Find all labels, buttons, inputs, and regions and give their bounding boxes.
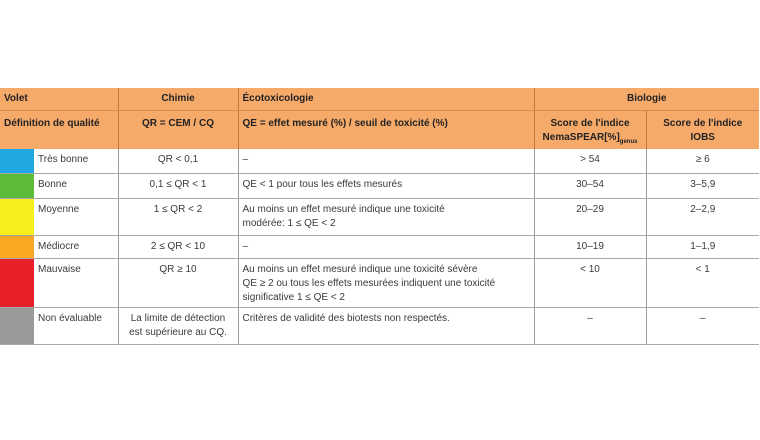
header-ecotox: Écotoxicologie: [238, 88, 534, 111]
table-row: [0, 308, 759, 345]
row-label: Moyenne: [34, 199, 118, 236]
row-chimie: [118, 308, 238, 345]
row-label: Très bonne: [34, 149, 118, 174]
iobs-line2: IOBS: [690, 132, 715, 143]
color-swatch-moyenne: [0, 199, 34, 236]
row-nema: 30–54: [534, 174, 646, 199]
header-qe: QE = effet mesuré (%) / seuil de toxicité (%): [238, 111, 534, 150]
row-chimie: 2 ≤ QR < 10: [118, 236, 238, 259]
quality-definition-table: [0, 88, 759, 345]
row-label: Bonne: [34, 174, 118, 199]
header-iobs: [646, 111, 759, 150]
header-row-definition: [0, 111, 759, 150]
chimie-line: est supérieure au CQ.: [129, 327, 227, 338]
table-row: [0, 174, 759, 199]
row-ecotox: [238, 199, 534, 236]
nema-line2: NemaSPEAR[%]: [542, 132, 620, 143]
row-iobs: < 1: [646, 259, 759, 308]
color-swatch-tres-bonne: [0, 149, 34, 174]
row-nema: 10–19: [534, 236, 646, 259]
row-iobs: –: [646, 308, 759, 345]
row-ecotox: Critères de validité des biotests non respectés.: [238, 308, 534, 345]
ecotox-line: significative 1 ≤ QE < 2: [242, 292, 345, 303]
ecotox-line: modérée: 1 ≤ QE < 2: [242, 218, 336, 229]
row-iobs: ≥ 6: [646, 149, 759, 174]
ecotox-line: QE ≥ 2 ou tous les effets mesurées indiquent une toxicité: [242, 278, 496, 289]
header-chimie: Chimie: [118, 88, 238, 111]
row-label: Non évaluable: [34, 308, 118, 345]
nema-line1: Score de l'indice: [550, 118, 630, 129]
chimie-line: La limite de détection: [130, 313, 226, 324]
row-nema: > 54: [534, 149, 646, 174]
nema-subscript: genus: [619, 139, 638, 145]
ecotox-line: Au moins un effet mesuré indique une toxicité: [242, 204, 445, 215]
row-label: Médiocre: [34, 236, 118, 259]
row-chimie: QR < 0,1: [118, 149, 238, 174]
header-nemaspear: [534, 111, 646, 150]
row-ecotox: –: [238, 149, 534, 174]
row-nema: < 10: [534, 259, 646, 308]
table-row: [0, 149, 759, 174]
color-swatch-non-evaluable: [0, 308, 34, 345]
row-iobs: 1–1,9: [646, 236, 759, 259]
row-nema: 20–29: [534, 199, 646, 236]
row-nema: –: [534, 308, 646, 345]
color-swatch-mauvaise: [0, 259, 34, 308]
table-row: [0, 259, 759, 308]
row-iobs: 2–2,9: [646, 199, 759, 236]
color-swatch-bonne: [0, 174, 34, 199]
row-ecotox: –: [238, 236, 534, 259]
row-ecotox: [238, 259, 534, 308]
header-qr: QR = CEM / CQ: [118, 111, 238, 150]
table-row: [0, 199, 759, 236]
row-label: Mauvaise: [34, 259, 118, 308]
row-chimie: QR ≥ 10: [118, 259, 238, 308]
header-row-volet: [0, 88, 759, 111]
header-definition: Définition de qualité: [0, 111, 118, 150]
row-iobs: 3–5,9: [646, 174, 759, 199]
table-row: [0, 236, 759, 259]
color-swatch-mediocre: [0, 236, 34, 259]
row-chimie: 0,1 ≤ QR < 1: [118, 174, 238, 199]
iobs-line1: Score de l'indice: [663, 118, 743, 129]
header-volet: Volet: [0, 88, 118, 111]
row-ecotox: QE < 1 pour tous les effets mesurés: [238, 174, 534, 199]
header-biologie: Biologie: [534, 88, 759, 111]
ecotox-line: Au moins un effet mesuré indique une toxicité sévère: [242, 264, 478, 275]
row-chimie: 1 ≤ QR < 2: [118, 199, 238, 236]
